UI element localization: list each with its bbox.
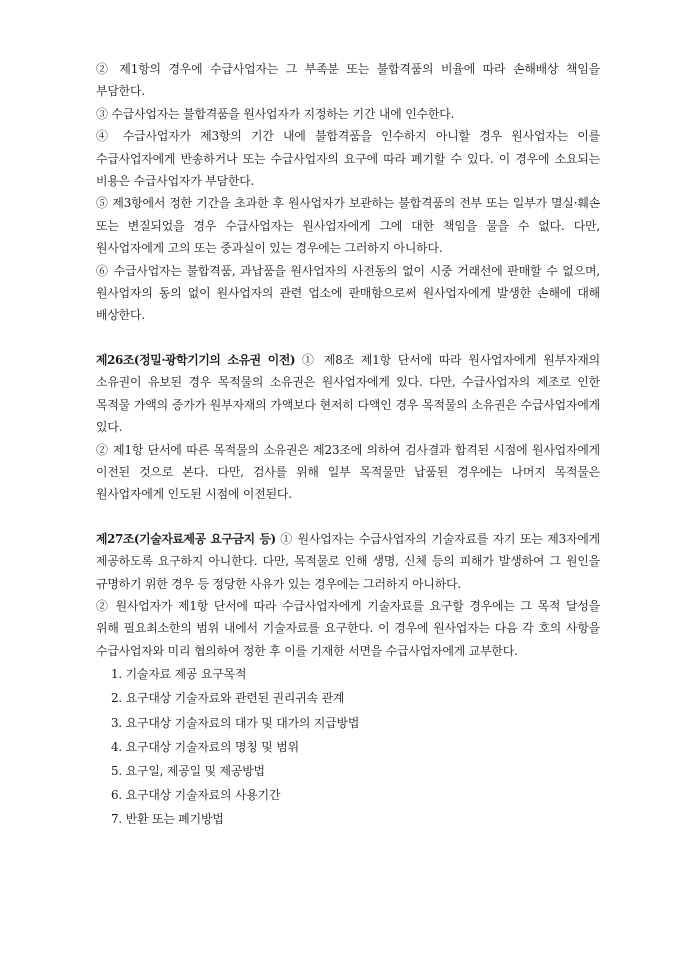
clause-25-para-6: ⑥ 수급사업자는 불합격품, 과납품을 원사업자의 사전동의 없이 시중 거래선에 판매할 수 없으며, 원사업자의 동의 없이 원사업자의 관련 업소에 판매함으로써 원사업자에게 발생한 손해에 대해 배상한다. (96, 263, 600, 323)
section-gap (96, 506, 600, 528)
article-27-item-list (96, 662, 600, 831)
list-item: 4. 요구대상 기술자료의 명칭 및 범위 (111, 739, 299, 754)
article-27-para-1-text: ① 원사업자는 수급사업자의 기술자료를 자기 또는 제3자에게 제공하도록 요구하지 아니한다. 다만, 목적물로 인해 생명, 신체 등의 피해가 발생하여 그 원인을 규명하기 위한 경우 등 정당한 사유가 있는 경우에는 그러하지 아니하다. (96, 531, 600, 591)
clause-25-para-3: ③ 수급사업자는 불합격품을 원사업자가 지정하는 기간 내에 인수한다. (96, 106, 455, 121)
section-gap (96, 327, 600, 349)
list-item: 3. 요구대상 기술자료의 대가 및 대가의 지급방법 (111, 715, 360, 730)
article-27-para-2: ② 원사업자가 제1항 단서에 따라 수급사업자에게 기술자료를 요구할 경우에는 그 목적 달성을 위해 필요최소한의 범위 내에서 기술자료를 요구한다. 이 경우에 원사업자는 다음 각 호의 사항을 수급사업자와 미리 협의하여 정한 후 이를 기재한 서면을 수급사업자에게 교부한다. (96, 598, 600, 658)
article-27-para-1 (96, 528, 600, 595)
list-item: 5. 요구일, 제공일 및 제공방법 (111, 763, 265, 778)
clause-25-para-4: ④ 수급사업자가 제3항의 기간 내에 불합격품을 인수하지 아니할 경우 원사업자는 이를 수급사업자에게 반송하거나 또는 수급사업자의 요구에 따라 폐기할 수 있다. 이 경우에 소요되는 비용은 수급사업자가 부담한다. (96, 129, 600, 189)
article-26-para-2: ② 제1항 단서에 따른 목적물의 소유권은 제23조에 의하여 검사결과 합격된 시점에 원사업자에게 이전된 것으로 본다. 다만, 검사를 위해 일부 목적물만 납품된 경우에는 나머지 목적물은 원사업자에게 인도된 시점에 이전된다. (96, 442, 600, 502)
clause-25-para-2: ② 제1항의 경우에 수급사업자는 그 부족분 또는 불합격품의 비율에 따라 손해배상 책임을 부담한다. (96, 62, 600, 99)
article-26-para-1-text: ① 제8조 제1항 단서에 따라 원사업자에게 원부자재의 소유권이 유보된 경우 목적물의 소유권은 원사업자에게 있다. 다만, 수급사업자의 제조로 인한 목적물 가액의 증가가 원부자재의 가액보다 현저히 다액인 경우 목적물의 소유권은 수급사업자에게 있다. (96, 352, 600, 435)
list-item: 2. 요구대상 기술자료와 관련된 권리귀속 관계 (111, 691, 345, 706)
clause-25-para-5: ⑤ 제3항에서 정한 기간을 초과한 후 원사업자가 보관하는 불합격품의 전부 또는 일부가 멸실·훼손 또는 변질되었을 경우 수급사업자는 원사업자에게 그에 대한 책임을 물을 수 없다. 다만, 원사업자에게 고의 또는 중과실이 있는 경우에는 그러하지 아니하다. (96, 196, 600, 256)
article-27-title: 제27조(기술자료제공 요구금지 등) (96, 531, 276, 546)
list-item: 7. 반환 또는 폐기방법 (111, 812, 224, 827)
list-item: 6. 요구대상 기술자료의 사용기간 (111, 788, 281, 803)
article-26-title: 제26조(정밀·광학기기의 소유권 이전) (96, 352, 296, 367)
list-item: 1. 기술자료 제공 요구목적 (111, 667, 247, 682)
article-26-para-1 (96, 349, 600, 439)
